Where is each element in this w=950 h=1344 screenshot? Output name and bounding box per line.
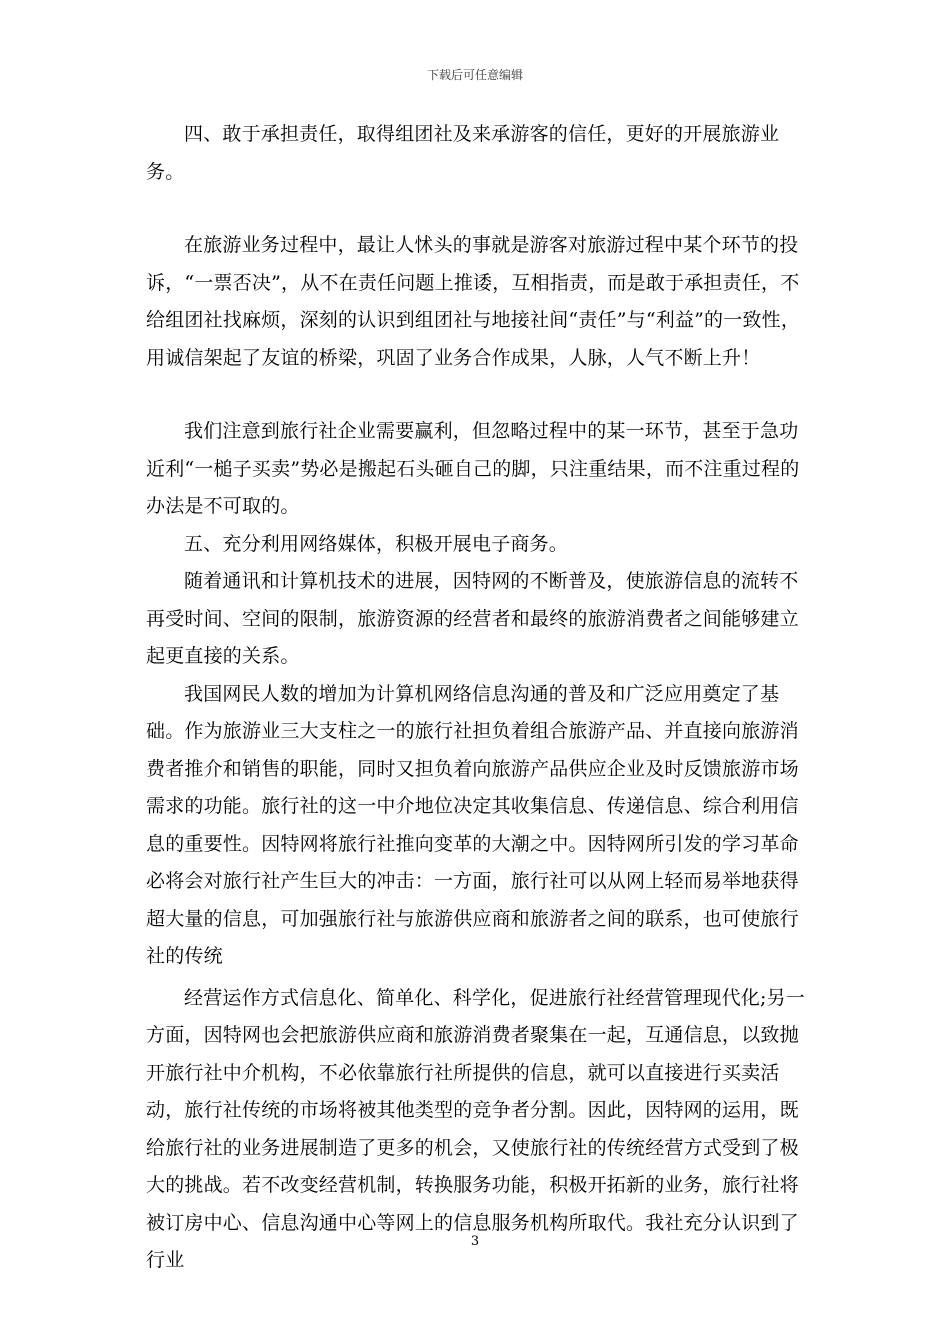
paragraph-section-four-heading: 四、敢于承担责任，取得组团社及来承游客的信任，更好的开展旅游业务。 bbox=[146, 123, 780, 183]
paragraph-gap bbox=[146, 191, 810, 227]
paragraph-complaints: 在旅游业务过程中，最让人怵头的事就是游客对旅游过程中某个环节的投诉，“一票否决”，从不在责任问题上推诿，互相指责，而是敢于承担责任，不给组团社找麻烦，深刻的认识到组团社与地接社间“责任”与“利益”的一致性，用诚信架起了友谊的桥梁，巩固了业务合作成果，人脉，人气不断上升！ bbox=[146, 234, 801, 369]
paragraph-internet-users: 我国网民人数的增加为计算机网络信息沟通的普及和广泛应用奠定了基础。作为旅游业三大支柱之一的旅行社担负着组合旅游产品、并直接向旅游消费者推介和销售的职能，同时又担负着向旅游产品供应企业及时反馈旅游市场需求的功能。旅行社的这一中介地位决定其收集信息、传递信息、综合利用信息的重要性。因特网将旅行社推向变革的大潮之中。因特网所引发的学习革命必将会对旅行社产生巨大的冲击：一方面，旅行社可以从网上轻而易举地获得超大量的信息，可加强旅行社与旅游供应商和旅游者之间的联系，也可使旅行社的传统 bbox=[146, 682, 799, 967]
paragraph-section-five-heading: 五、充分利用网络媒体，积极开展电子商务。 bbox=[184, 532, 569, 555]
paragraph-business-operations: 经营运作方式信息化、简单化、科学化，促进旅行社经营管理现代化;另一方面，因特网也会把旅游供应商和旅游消费者聚集在一起，互通信息，以致抛开旅行社中介机构，不必依靠旅行社所提供的信息，就可以直接进行买卖活动，旅行社传统的市场将被其他类型的竞争者分割。因此，因特网的运用，既给旅行社的业务进展制造了更多的机会，又使旅行社的传统经营方式受到了极大的挑战。若不改变经营机制，转换服务功能，积极开拓新的业务，旅行社将被订房中心、信息沟通中心等网上的信息服务机构所取代。我社充分认识到了行业 bbox=[146, 986, 806, 1271]
page-number: 3 bbox=[470, 1234, 480, 1249]
document-body bbox=[146, 116, 810, 1280]
page-header: 下载后可任意编辑 bbox=[426, 68, 523, 82]
paragraph-communication-tech: 随着通讯和计算机技术的进展，因特网的不断普及，使旅游信息的流转不再受时间、空间的限制，旅游资源的经营者和最终的旅游消费者之间能够建立起更直接的关系。 bbox=[146, 570, 799, 667]
paragraph-gap bbox=[146, 377, 810, 413]
paragraph-profit-process: 我们注意到旅行社企业需要赢利，但忽略过程中的某一环节，甚至于急功近利“一槌子买卖”势必是搬起石头砸自己的脚，只注重结果，而不注重过程的办法是不可取的。 bbox=[146, 420, 800, 517]
